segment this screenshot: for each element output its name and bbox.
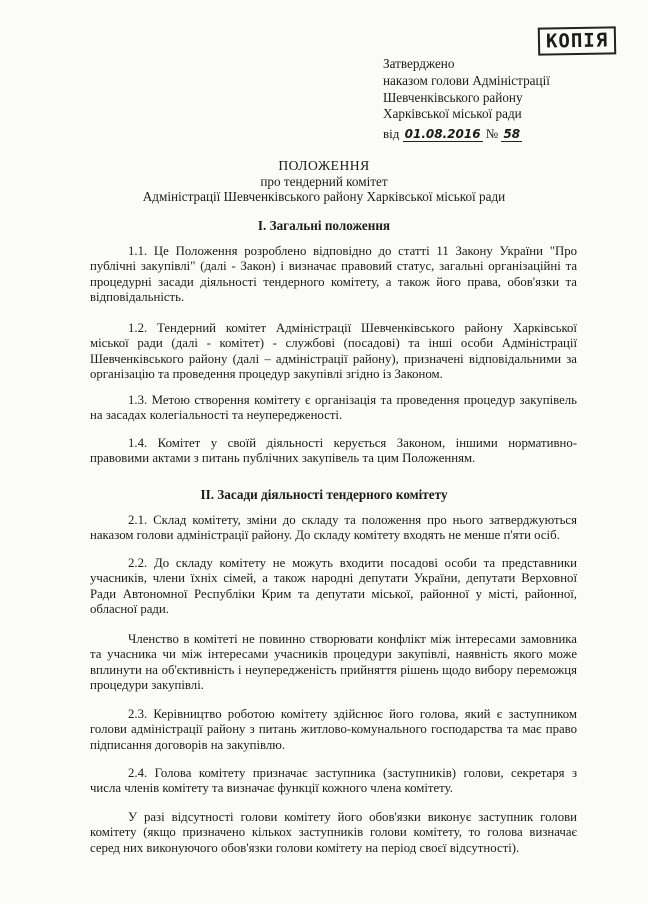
paragraph: 2.3. Керівництво роботою комітету здійснює його голова, який є заступником голови адміністрації району з питань житлово-комунального господарства та має право підписання договорів на закупівлю. bbox=[90, 707, 577, 752]
approval-line: наказом голови Адміністрації bbox=[383, 72, 550, 88]
document-subtitle: Адміністрації Шевченківського району Харківської міської ради bbox=[142, 189, 506, 205]
section-heading: І. Загальні положення bbox=[257, 218, 391, 233]
copy-stamp: КОПІЯ bbox=[538, 26, 617, 55]
order-date: 01.08.2016 bbox=[404, 127, 481, 141]
paragraph: 1.3. Метою створення комітету є організація та проведення процедур закупівель на засадах колегіальності та неупередженості. bbox=[90, 393, 577, 423]
approval-line: Харківської міської ради bbox=[383, 106, 522, 122]
paragraph: 2.1. Склад комітету, зміни до складу та положення про нього затверджуються наказом голови адміністрації району. До складу комітету входять не менше п'яти осіб. bbox=[90, 513, 577, 543]
order-reference bbox=[383, 126, 522, 142]
paragraph: 1.2. Тендерний комітет Адміністрації Шевченківського району Харківської міської ради (далі - комітет) - службові (посадові) та інші особи Адміністрації Шевченківського району (далі – адміністрації району), призначені відповідальними за організацію та проведення процедур закупівлі згідно із Законом. bbox=[90, 321, 577, 382]
approval-block bbox=[383, 56, 550, 123]
order-number-label: № bbox=[485, 126, 499, 141]
approval-line: Затверджено bbox=[383, 56, 455, 71]
paragraph: Членство в комітеті не повинно створювати конфлікт між інтересами замовника та учасника чи між інтересами учасників процедури закупівлі, наявність якого може вплинути на об'єктивність і неупередженість прийняття рішень щодо вибору переможця процедури закупівлі. bbox=[90, 632, 577, 693]
order-number: 58 bbox=[503, 127, 521, 141]
approval-line: Шевченківського району bbox=[383, 89, 523, 105]
paragraph: 1.1. Це Положення розроблено відповідно до статті 11 Закону України "Про публічні закупівлі" (далі - Закон) і визначає правовий статус, загальні організаційні та процедурні засади діяльності тендерного комітету, а також його права, обов'язки та відповідальність. bbox=[90, 244, 577, 305]
section-heading: ІІ. Засади діяльності тендерного комітету bbox=[200, 487, 448, 502]
document-title-block bbox=[0, 158, 648, 205]
paragraph: 2.2. До складу комітету не можуть входити посадові особи та представники учасників, члени їхніх сімей, а також народні депутати України, депутати Верховної Ради Автономної Республіки Крим та депутати міської, районної у місті, районної, обласної ради. bbox=[90, 556, 577, 617]
paragraph: У разі відсутності голови комітету його обов'язки виконує заступник голови комітету (якщо призначено кількох заступників голови комітету, то голова визначає серед них виконуючого обов'язки голови комітету на період своєї відсутності). bbox=[90, 810, 577, 855]
order-prefix: від bbox=[383, 126, 400, 141]
paragraph: 1.4. Комітет у своїй діяльності керується Законом, іншими нормативно-правовими актами з питань публічних закупівель та цим Положенням. bbox=[90, 436, 577, 466]
document-title: ПОЛОЖЕННЯ bbox=[278, 158, 370, 173]
document-subtitle: про тендерний комітет bbox=[260, 173, 388, 189]
paragraph: 2.4. Голова комітету призначає заступника (заступників) голови, секретаря з числа членів комітету та визначає функції кожного члена комітету. bbox=[90, 766, 577, 796]
